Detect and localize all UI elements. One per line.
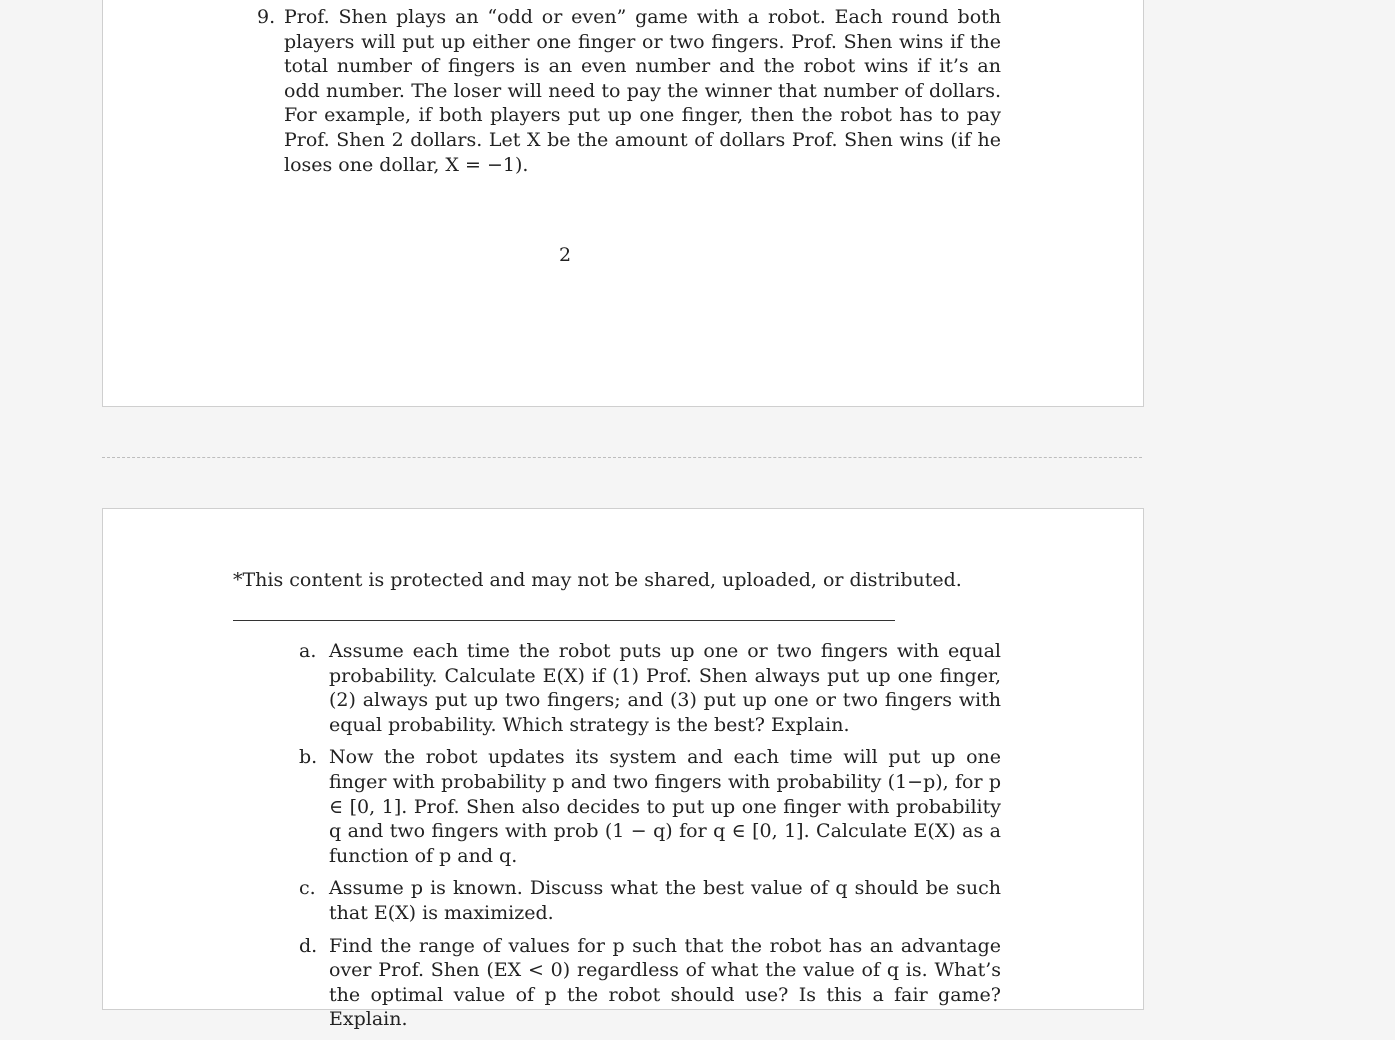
part-c — [299, 876, 1001, 925]
problem-text: Prof. Shen plays an “odd or even” game with a robot. Each round both players will put up either one finger or two fingers. Prof. Shen wins if the total number of fingers is an even number and the robot wins if it’s an odd number. The loser will need to pay the winner that number of dollars. For example, if both players put up one finger, then the robot has to pay Prof. Shen 2 dollars. Let X be the amount of dollars Prof. Shen wins (if he loses one dollar, X = −1). — [284, 6, 1001, 176]
part-label: d. — [299, 934, 318, 957]
document-page-top — [102, 0, 1144, 407]
document-page-bottom — [102, 508, 1144, 1031]
page-divider — [102, 457, 1142, 458]
part-text: Find the range of values for p such that the robot has an advantage over Prof. Shen (EX < 0) regardless of what the value of q is. What’s the optimal value of p the robot should use? Is this a fair game? Explain. — [329, 934, 1001, 1031]
part-text: Assume each time the robot puts up one or two fingers with equal probability. Calculate E(X) if (1) Prof. Shen always put up one finger, (2) always put up two fingers; and (3) put up one or two fingers with equal probability. Which strategy is the best? Explain. — [329, 640, 1001, 736]
protection-notice: *This content is protected and may not be shared, uploaded, or distributed. — [233, 569, 962, 591]
part-label: c. — [299, 877, 316, 900]
part-a — [299, 639, 1001, 737]
part-label: a. — [299, 640, 317, 662]
part-text: Assume p is known. Discuss what the best value of q should be such that E(X) is maximized. — [329, 877, 1001, 924]
problem-parts — [299, 639, 1001, 1040]
problem-9 — [257, 5, 1001, 177]
part-text: Now the robot updates its system and each time will put up one finger with probability p and two fingers with probability (1−p), for p ∈ [0, 1]. Prof. Shen also decides to put up one finger with probability q and two fingers with prob (1 − q) for q ∈ [0, 1]. Calculate E(X) as a function of p and q. — [329, 746, 1001, 867]
part-d — [299, 934, 1001, 1032]
notice-rule — [233, 620, 895, 621]
part-b — [299, 745, 1001, 868]
part-label: b. — [299, 746, 318, 769]
page-number: 2 — [559, 244, 572, 266]
problem-number: 9. — [257, 6, 276, 28]
